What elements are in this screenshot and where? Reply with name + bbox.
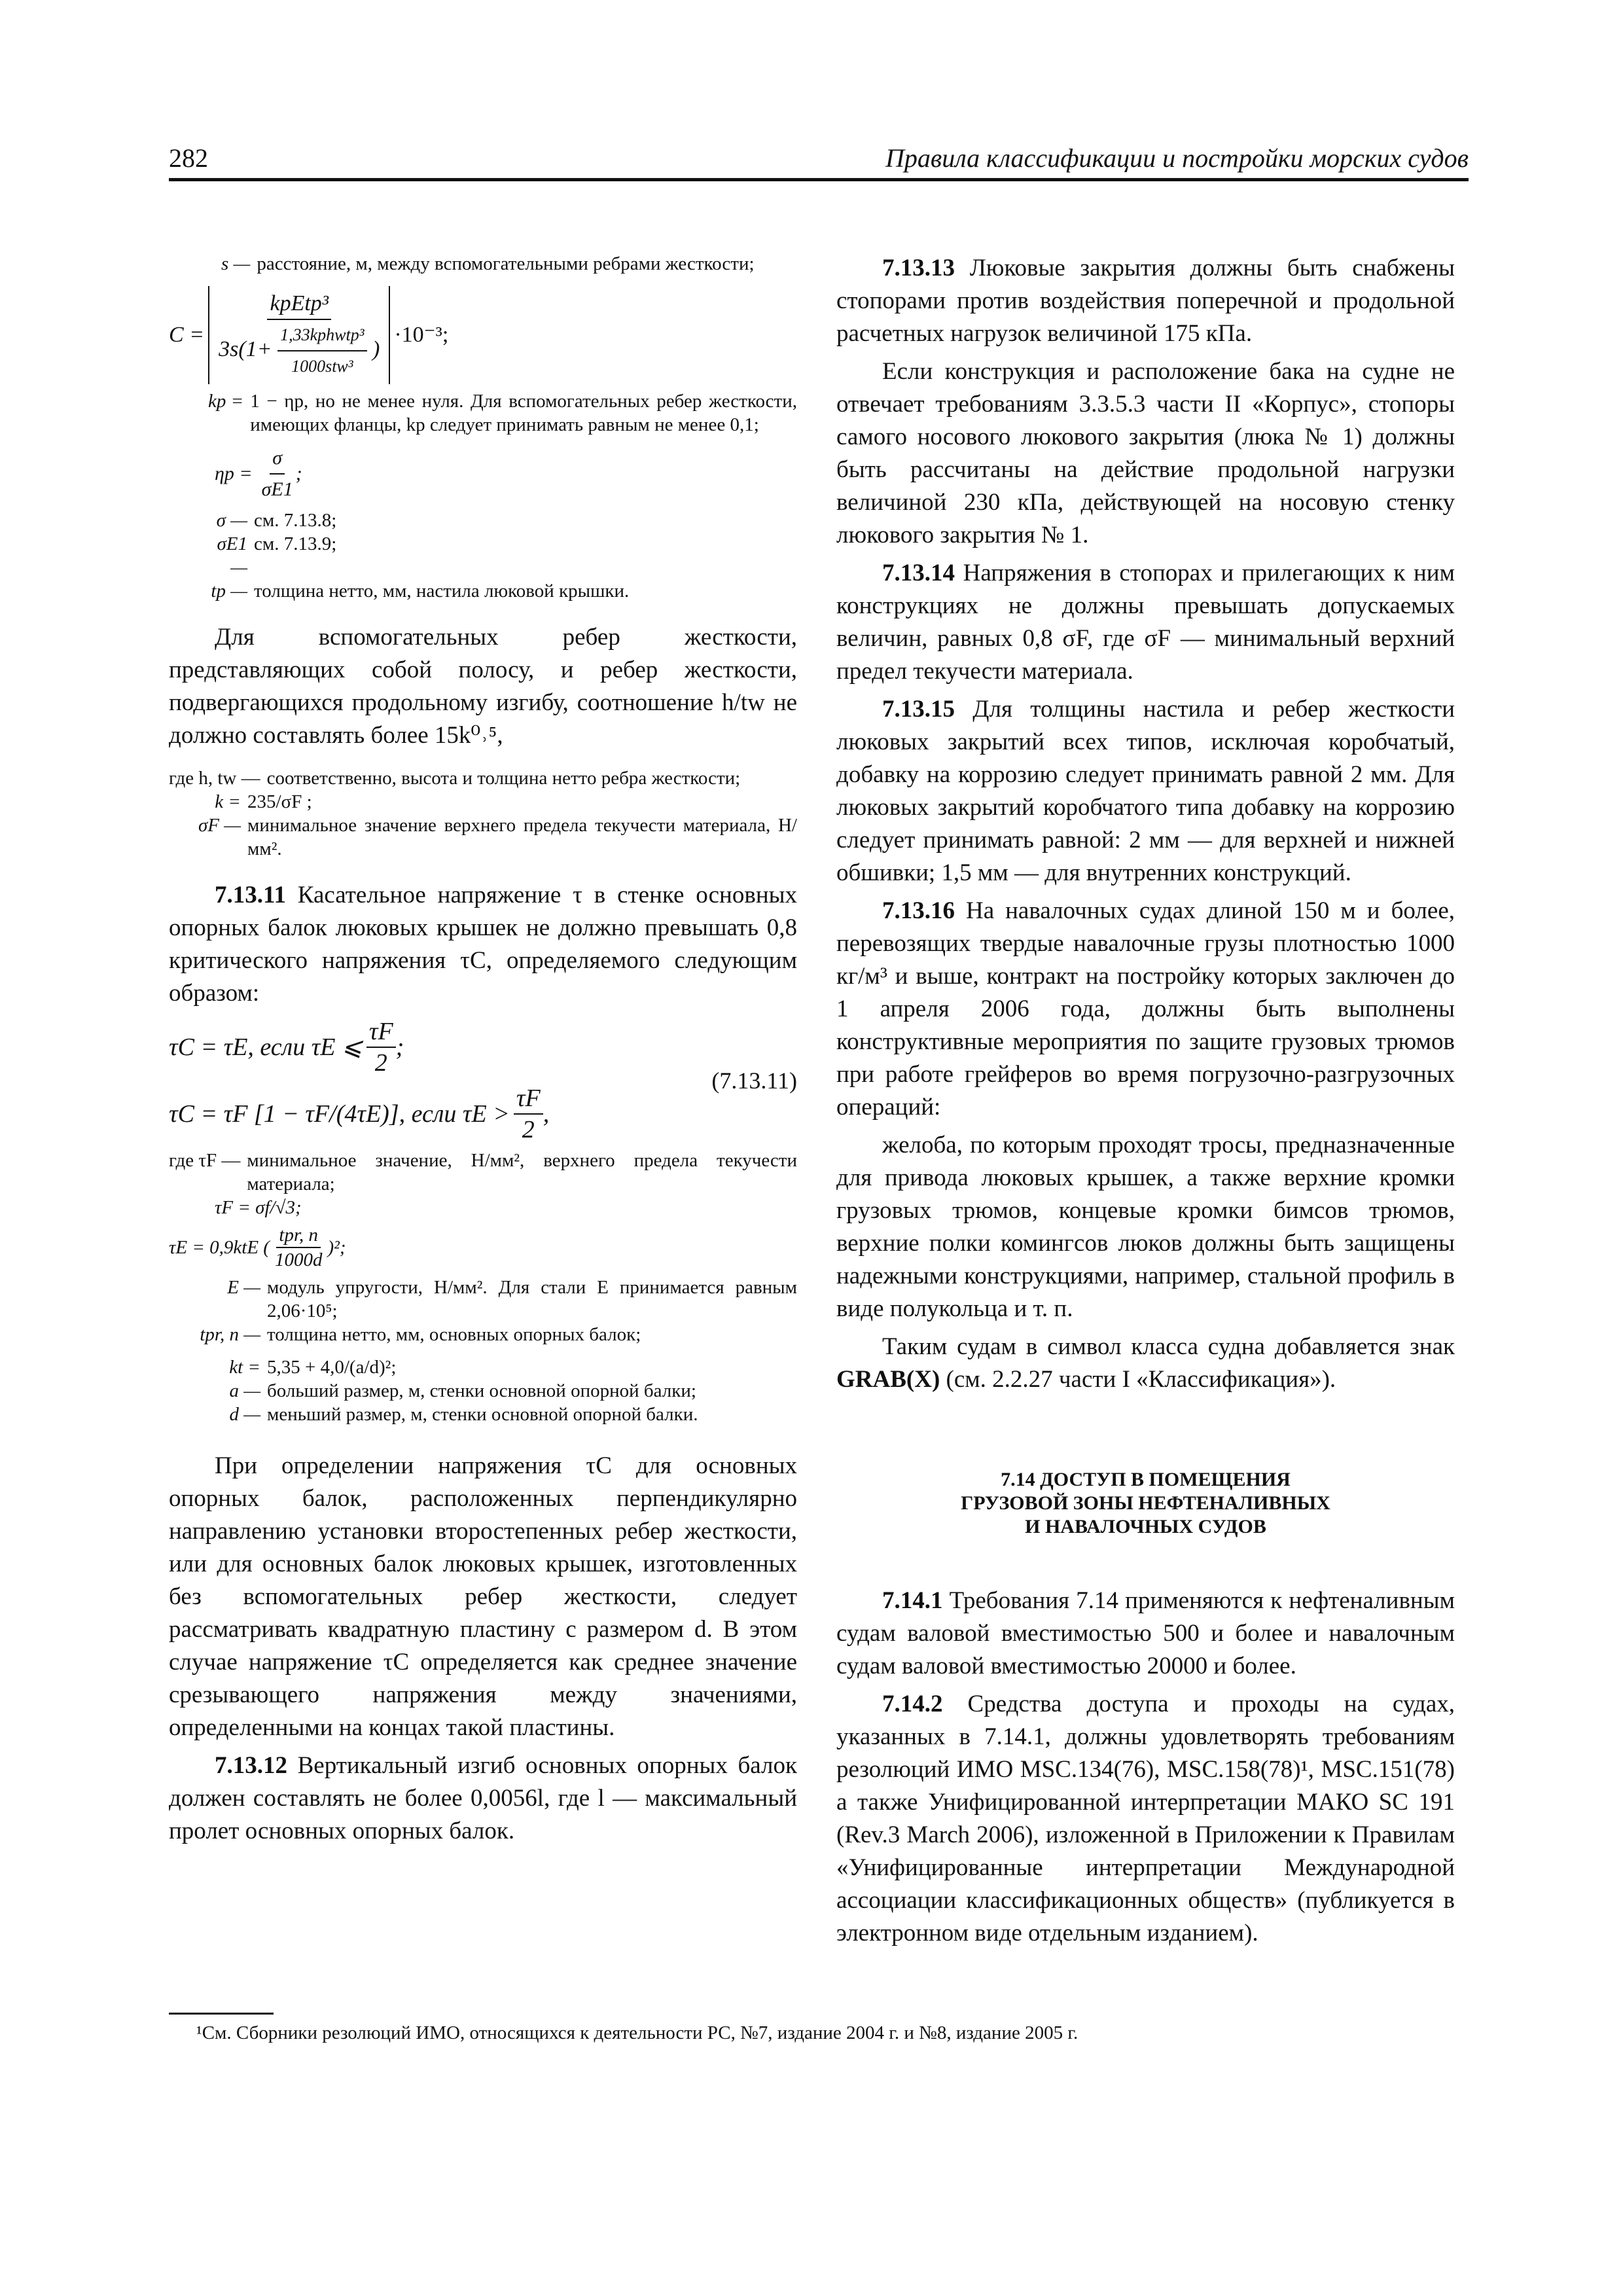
paragraph-stiffeners: Для вспомогательных ребер жесткости, представляющих собой полосу, и ребер жесткости, подвергающихся продольному изгибу, соотношение h/tw не должно составлять более 15k⁰˒⁵, [169,624,797,749]
equation-tail: , [543,1100,550,1128]
fraction-denominator: 1000d [274,1249,323,1270]
definition-symbol: kt = [229,1357,260,1378]
definition-text: см. 7.13.9; [254,533,337,554]
inner-fraction [277,320,366,382]
definition-tp [208,579,797,603]
grab-notation: GRAB(X) [836,1366,940,1393]
section-text: Напряжения в стопорах и прилегающих к ним конструкциях не должны превышать допускаемых величин, равных 0,8 σF, где σF — минимальный верхний предел текучести материала. [836,560,1455,685]
definition-text: 1 − ηp, но не менее нуля. Для вспомогательных ребер жесткости, имеющих фланцы, kp следует принимать равным не менее 0,1; [250,391,797,435]
heading-line: И НАВАЛОЧНЫХ СУДОВ [1025,1516,1266,1537]
equation-fraction [366,1016,396,1078]
definition-symbol: k = [215,791,241,812]
section-number: 7.13.14 [882,560,955,586]
definition-text: соответственно, высота и толщина нетто ребра жесткости; [266,768,741,789]
equation-tail: ; [395,1033,404,1061]
page-header [169,143,1469,182]
footnote-rule [169,2013,274,2015]
fraction-numerator: τF [514,1083,543,1115]
definition-symbol: tpr, n — [200,1324,260,1345]
section-number: 7.13.13 [882,255,955,281]
definition-text: 5,35 + 4,0/(a/d)²; [267,1357,397,1378]
section-7-14-2 [836,1688,1455,1950]
section-7-13-11 [169,879,797,1010]
formula-tail: ·10⁻³; [394,323,449,347]
definition-symbol: σ — [216,510,247,531]
definition-kt [169,1355,797,1379]
section-text: На навалочных судах длиной 150 м и более, перевозящих твердые навалочные грузы плотностью 1000 кг/м³ и выше, контракт на постройку которых заключен до 1 апреля 2006 года, должны быть выполнены конструктивные мероприятия по защите грузовых трюмов при работе грейферов во время погрузочно-разгрузочных операций: [836,897,1455,1121]
definition-text: толщина нетто, мм, настила люковой крышки. [254,581,630,601]
paragraph-tauC: При определении напряжения τC для основных опорных балок, расположенных перпендикулярно направлению установки второстепенных ребер жесткости, или для основных балок люковых крышек, изготовленных без вспомогательных ребер жесткости, следует рассматривать квадратную пластину с размером d. В этом случае напряжение τC определяется как среднее значение срезывающего напряжения между значениями, определенными на концах такой пластины. [169,1452,797,1741]
fraction-denominator: σE1 [261,478,293,500]
formula-lhs: ηp = [215,463,253,484]
definition-k [169,790,797,814]
header-rule [169,178,1469,181]
section-number: 7.13.11 [215,882,286,908]
definition-symbol: σF — [198,815,241,836]
formula-lhs: C = [169,323,205,347]
definition-symbol: d — [229,1404,260,1425]
definition-symbol: kp = [208,391,244,412]
definitions-where-1 [169,766,797,861]
definition-symbol: s — [221,253,251,274]
formula-text: τF = σf/√3; [215,1197,302,1218]
equation-2 [169,1083,549,1145]
definition-text: см. 7.13.8; [254,510,337,531]
equation-fraction [514,1083,543,1145]
definition-sigma [208,509,797,532]
equation-block [169,1016,797,1145]
equation-number: (7.13.11) [711,1067,797,1094]
definition-symbol: σE1 — [217,533,247,578]
definition-symbol: tp — [211,581,247,601]
formula-tail: ; [295,463,302,484]
fraction-denominator [216,320,382,382]
definition-symbol: где h, tw — [169,768,260,789]
fraction-numerator: τF [366,1016,396,1048]
section-7-13-12 [169,1749,797,1848]
section-number: 7.13.12 [215,1752,287,1779]
definition-symbol: где τF — [169,1150,241,1171]
fraction-denominator: 2 [522,1116,535,1143]
fraction-numerator: kpEtp³ [267,289,331,320]
definition-symbol: a — [229,1380,260,1401]
definition-text: меньший размер, м, стенки основной опорной балки. [267,1404,698,1425]
fraction-numerator: tpr, n [276,1223,321,1248]
section-7-13-15 [836,693,1455,889]
definition-text: толщина нетто, мм, основных опорных балок; [267,1324,641,1345]
page-number: 282 [169,143,208,173]
definition-tauF [169,1149,797,1196]
formula-tail: )²; [327,1237,346,1258]
heading-line: ГРУЗОВОЙ ЗОНЫ НЕФТЕНАЛИВНЫХ [961,1492,1330,1514]
formula-eta [215,443,797,505]
inner-numerator: 1,33kphwtp³ [277,320,366,351]
equation-text: τC = τE, если τE ⩽ [169,1033,363,1061]
definition-tprn [169,1323,797,1346]
formula-tauE [169,1223,797,1272]
definition-kp [169,389,797,437]
section-7-13-13 [836,252,1455,350]
formula-bracket [208,286,390,384]
paragraph-7-13-13-b: Если конструкция и расположение бака на судне не отвечает требованиям 3.3.5.3 части II «Корпус», стопоры самого носового люкового закрытия (люка № 1) должны быть рассчитаны на действие продольной нагрузки величиной 230 кПа, действующей на носовую стенку люкового закрытия № 1. [836,358,1455,548]
definitions-list [169,509,797,603]
left-column [169,252,797,1853]
inner-denominator: 1000stw³ [291,357,353,376]
section-7-13-16 [836,895,1455,1124]
formula-fraction [272,1223,325,1272]
running-title: Правила классификации и постройки морских судов [885,143,1469,173]
equation-text: τC = τF [1 − τF/(4τE)], если τE > [169,1100,510,1128]
definition-text: минимальное значение верхнего предела текучести материала, Н/мм². [247,815,797,859]
definition-a [169,1379,797,1403]
formula-C [169,286,797,384]
formula-tauF [169,1196,797,1219]
section-number: 7.13.15 [882,696,955,723]
right-column [836,252,1455,1955]
definition-text: модуль упругости, Н/мм². Для стали E принимается равным 2,06·10⁵; [267,1277,797,1321]
paragraph-7-13-16-c [836,1331,1455,1396]
section-7-13-14 [836,557,1455,688]
den-part-a: 3s(1+ [219,336,272,361]
definition-symbol: E — [227,1277,260,1298]
section-text: Касательное напряжение τ в стенке основных опорных балок люковых крышек не должно превышать 0,8 критического напряжения τC, определяемого следующим образом: [169,882,797,1007]
heading-line: 7.14 ДОСТУП В ПОМЕЩЕНИЯ [1001,1469,1291,1490]
definition-text: минимальное значение, Н/мм², верхнего предела текучести материала; [247,1150,797,1194]
definition-text: расстояние, м, между вспомогательными ребрами жесткости; [257,253,755,274]
paragraph-7-13-16-b: желоба, по которым проходят тросы, предназначенные для привода люковых крышек, а также верхние кромки грузовых трюмов, концевые кромки бимсов трюмов, верхние полки комингсов люков должны быть защищены надежными конструкциями, например, стальной профиль в виде полукольца и т. п. [836,1132,1455,1322]
section-text: Требования 7.14 применяются к нефтеналивным судам валовой вместимостью 500 и более и навалочным судам валовой вместимостью 20000 и более. [836,1587,1455,1679]
equation-1 [169,1016,549,1078]
section-text: Для толщины настила и ребер жесткости люковых закрытий всех типов, исключая коробчатый, добавку на коррозию следует принимать равной 2 мм. Для люковых закрытий коробчатого типа добавку на коррозию следует принимать равной: 2 мм — для верхней и нижней обшивки; 1,5 мм — для внутренних конструкций. [836,696,1455,886]
definition-E [169,1276,797,1323]
definition-text: 235/σF ; [247,791,312,812]
section-text: Вертикальный изгиб основных опорных балок должен составлять не более 0,0056l, где l — максимальный пролет основных опорных балок. [169,1752,797,1844]
formula-text: τE = 0,9ktE ( [169,1237,270,1258]
definition-sigmaE1 [208,532,797,579]
definition-d [169,1403,797,1426]
section-number: 7.13.16 [882,897,955,924]
definition-h-tw [169,766,797,790]
section-text: Средства доступа и проходы на судах, указанных в 7.14.1, должны удовлетворять требованиям резолюций ИМО MSC.134(76), MSC.158(78)¹, MSC.151(78) а также Унифицированной интерпретации МАКО SC 191 (Rev.3 March 2006), изложенной в Приложении к Правилам «Унифицированные интерпретации Международной ассоциации классификационных обществ» (публикуется в электронном виде отдельным изданием). [836,1691,1455,1946]
formula-fraction [216,289,382,382]
definition-s [169,252,797,276]
equation-lines [169,1016,549,1145]
section-number: 7.14.1 [882,1587,943,1614]
definition-sigmaF [169,814,797,861]
formula-fraction [259,443,296,505]
section-text: Люковые закрытия должны быть снабжены стопорами против воздействия поперечной и продольной расчетных нагрузок величиной 175 кПа. [836,255,1455,347]
definitions-where-2 [169,1149,797,1426]
fraction-numerator: σ [270,443,285,475]
section-heading-7-14 [836,1468,1455,1539]
section-number: 7.14.2 [882,1691,943,1717]
section-7-14-1 [836,1585,1455,1683]
paragraph-text: Таким судам в символ класса судна добавляется знак [882,1333,1455,1360]
fraction-denominator: 2 [374,1049,387,1077]
footnote: ¹См. Сборники резолюций ИМО, относящихся к деятельности РС, №7, издание 2004 г. и №8, издание 2005 г. [196,2022,1079,2043]
den-part-b: ) [372,336,380,361]
definition-text: больший размер, м, стенки основной опорной балки; [267,1380,696,1401]
paragraph-text: (см. 2.2.27 части I «Классификация»). [940,1366,1336,1393]
